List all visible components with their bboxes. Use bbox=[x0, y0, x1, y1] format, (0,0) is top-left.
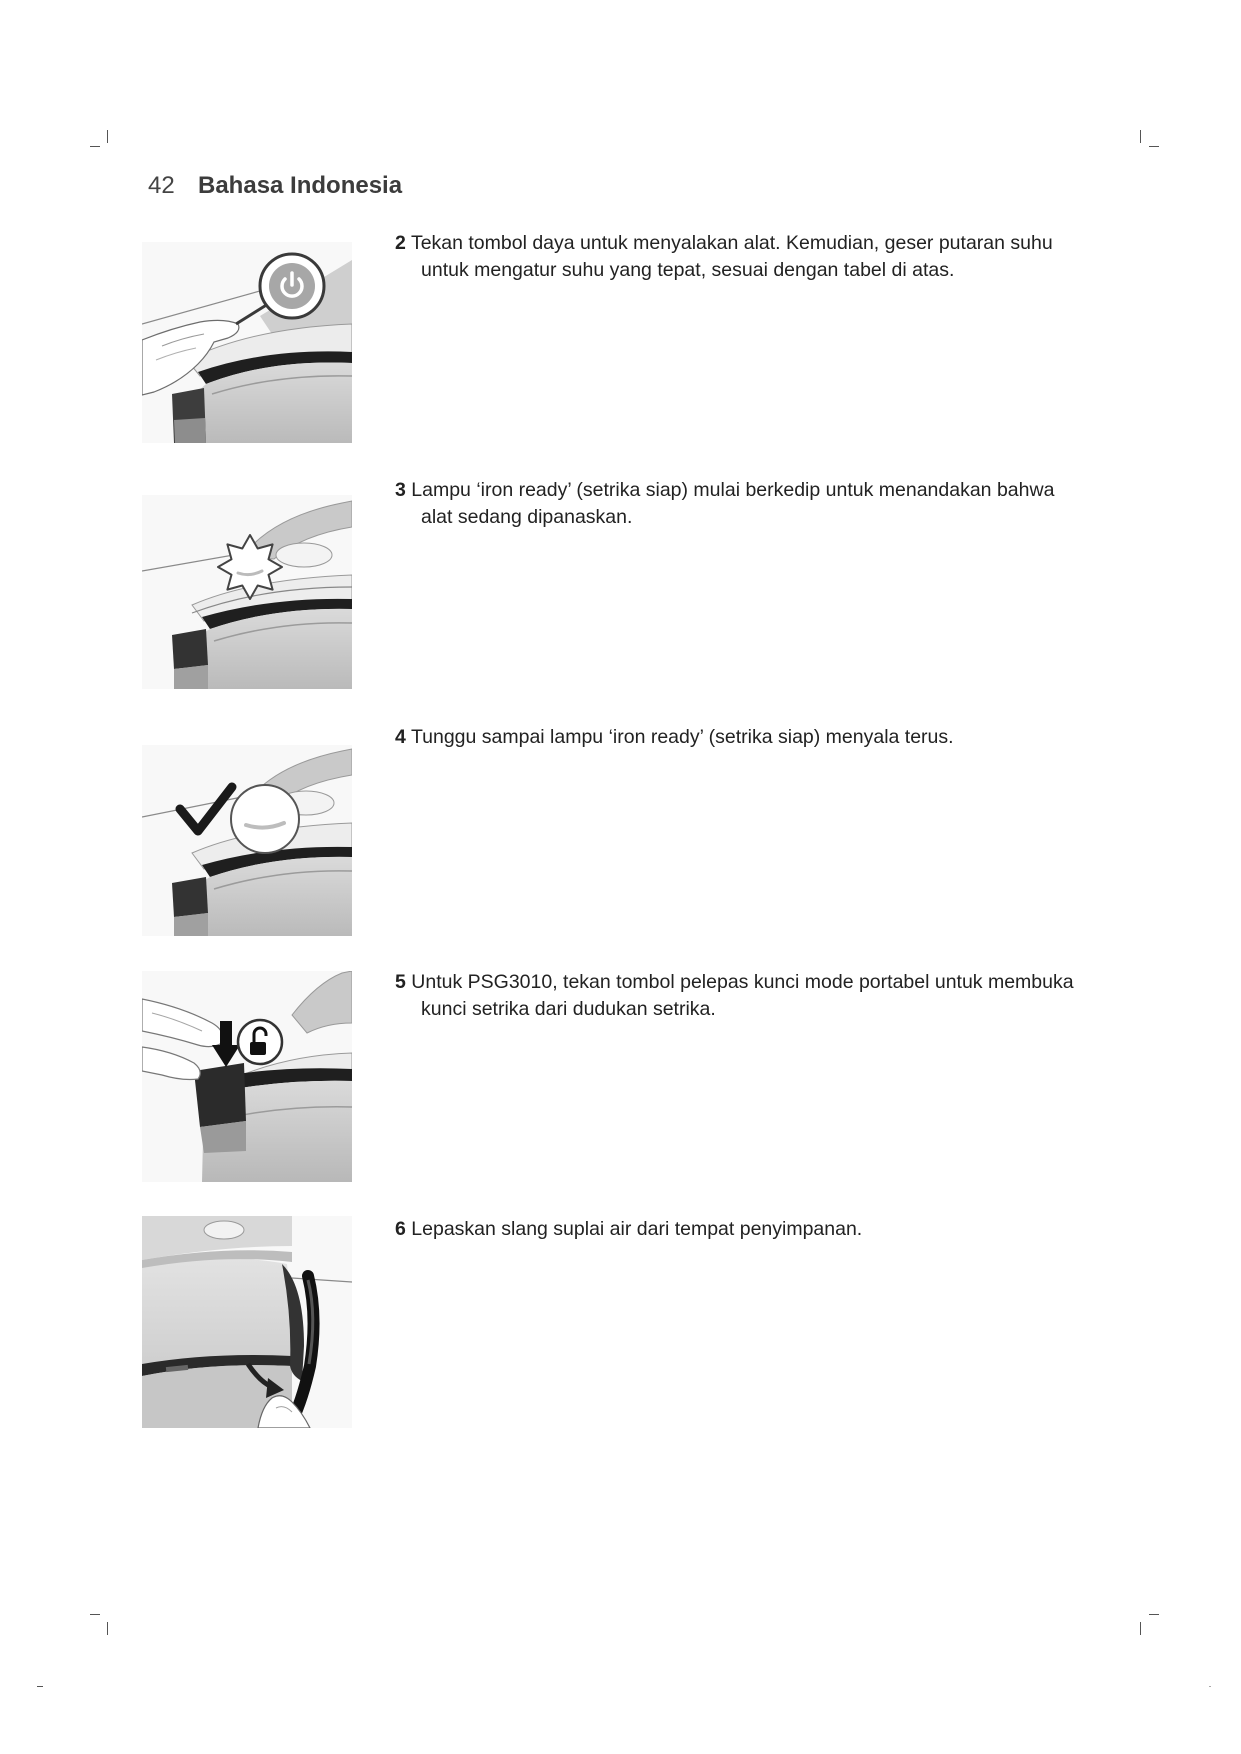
step-line bbox=[395, 1216, 1155, 1243]
step-number: 2 bbox=[395, 232, 406, 254]
crop-mark-bottom-left-v bbox=[107, 1622, 108, 1635]
step-line bbox=[395, 477, 1155, 504]
crop-mark-bottom-edge-left bbox=[37, 1686, 43, 1687]
power-button-drawing bbox=[142, 242, 352, 443]
release-hose-drawing bbox=[142, 1216, 352, 1428]
step-6 bbox=[395, 1216, 1155, 1243]
starburst-icon bbox=[218, 535, 282, 599]
crop-mark-top-right-v bbox=[1140, 130, 1141, 143]
illustration-power-button bbox=[142, 242, 352, 443]
crop-mark-top-right-h bbox=[1149, 146, 1159, 147]
crop-mark-bottom-edge-right bbox=[1209, 1686, 1211, 1687]
step-text-continued: untuk mengatur suhu yang tepat, sesuai dengan tabel di atas. bbox=[421, 259, 955, 281]
step-line bbox=[395, 969, 1155, 996]
illustration-unlock-iron bbox=[142, 971, 352, 1182]
step-line bbox=[395, 724, 1155, 751]
iron-ready-blinking-drawing bbox=[142, 495, 352, 689]
step-4 bbox=[395, 724, 1155, 751]
unlock-iron-drawing bbox=[142, 971, 352, 1182]
step-text-continued: alat sedang dipanaskan. bbox=[421, 506, 633, 528]
illustration-iron-ready-blinking bbox=[142, 495, 352, 689]
illustration-iron-ready-steady bbox=[142, 745, 352, 936]
step-number: 4 bbox=[395, 726, 406, 748]
step-text: Tekan tombol daya untuk menyalakan alat. Kemudian, geser putaran suhu bbox=[410, 232, 1053, 254]
step-3 bbox=[395, 477, 1155, 531]
step-text: Lampu ‘iron ready’ (setrika siap) mulai berkedip untuk menandakan bahwa bbox=[411, 479, 1055, 501]
step-5 bbox=[395, 969, 1155, 1023]
light-indicator-icon bbox=[231, 785, 299, 853]
crop-mark-top-left-v bbox=[107, 130, 108, 143]
crop-mark-top-left-h bbox=[90, 146, 100, 147]
step-text: Lepaskan slang suplai air dari tempat penyimpanan. bbox=[411, 1218, 863, 1240]
step-line bbox=[395, 230, 1155, 257]
page-title: Bahasa Indonesia bbox=[198, 172, 403, 199]
step-2 bbox=[395, 230, 1155, 284]
unlock-icon bbox=[238, 1020, 282, 1064]
iron-ready-steady-drawing bbox=[142, 745, 352, 936]
crop-mark-bottom-right-h bbox=[1149, 1614, 1159, 1615]
step-text-continued: kunci setrika dari dudukan setrika. bbox=[421, 998, 716, 1020]
page-number: 42 bbox=[148, 172, 175, 199]
step-number: 6 bbox=[395, 1218, 406, 1240]
step-text: Tunggu sampai lampu ‘iron ready’ (setrika siap) menyala terus. bbox=[410, 726, 954, 748]
crop-mark-bottom-left-h bbox=[90, 1614, 100, 1615]
step-number: 3 bbox=[395, 479, 406, 501]
crop-mark-bottom-right-v bbox=[1140, 1622, 1141, 1635]
step-number: 5 bbox=[395, 971, 406, 993]
illustration-release-hose bbox=[142, 1216, 352, 1428]
step-text: Untuk PSG3010, tekan tombol pelepas kunci mode portabel untuk membuka bbox=[411, 971, 1074, 993]
